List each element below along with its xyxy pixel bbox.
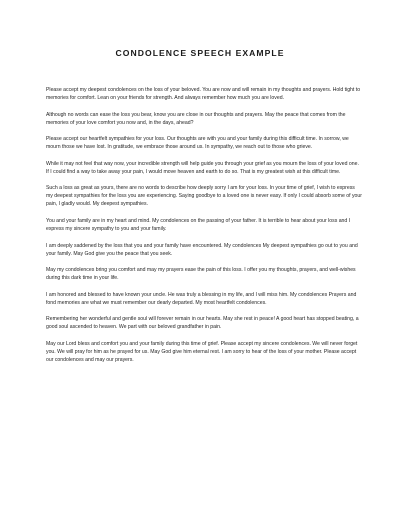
paragraph: May my condolences bring you comfort and may my prayers ease the pain of this loss. I offer you my thoughts, prayers, and well-wishes during this dark time in your life.	[46, 267, 356, 282]
paragraph: I am deeply saddened by the loss that you and your family have encountered. My condolences My deepest sympathies go out to you and your family. May God give you the peace that you seek.	[46, 242, 358, 257]
paragraph: Although no words can ease the loss you bear, know you are close in our thoughts and prayers. May the peace that comes from the memories of your love comfort you now and, in the days, ahead?	[46, 111, 346, 126]
paragraph: Please accept our heartfelt sympathies for your loss. Our thoughts are with you and your family during this difficult time. In sorrow, we mourn those we have lost. In gratitude, we embrace those around us. In sympathy, we reach out to those who grieve.	[46, 136, 349, 151]
paragraph: I am honored and blessed to have known your uncle. He was truly a blessing in my life, and I will miss him. My condolences Prayers and fond memories are what we must remember our dearly departed. My most heartfelt condolences.	[46, 291, 357, 306]
paragraph: While it may not feel that way now, your incredible strength will help guide you through your grief as you mourn the loss of your loved one. If I could find a way to take away your pain, I would move heaven and earth to do so. That is my greatest wish at this difficult time.	[46, 160, 359, 175]
paragraph: You and your family are in my heart and mind. My condolences on the passing of your father. It is terrible to hear about your loss and I express my sincere sympathy to you and your family.	[46, 217, 351, 232]
paragraph: Such a loss as great as yours, there are no words to describe how deeply sorry I am for your loss. In your time of grief, I wish to express my deepest sympathies for the loss you are experiencing. Saying goodbye to a loved one is never easy. If only I could absorb some of your pain, I gladly would. My deepest sympathies.	[46, 185, 362, 208]
paragraph: Remembering her wonderful and gentle soul will forever remain in our hearts. May she rest in peace! A good heart has stopped beating, a good soul ascended to heaven. We part with our beloved grandfather in pain.	[46, 316, 359, 331]
document-title: CONDOLENCE SPEECH EXAMPLE	[115, 48, 285, 58]
paragraph: Please accept my deepest condolences on the loss of your beloved. You are now and will remain in my thoughts and prayers. Hold tight to memories for comfort. Lean on your friends for strength. And always remember how much you are loved.	[46, 87, 361, 101]
paragraph: May our Lord bless and comfort you and your family during this time of grief. Please accept my sincere condolences. We will never forget you. We will pray for him as he prayed for us. May God give him eternal rest. I am sorry to hear of the loss of your mother. Please accept our condolences and may our prayers.	[46, 340, 358, 363]
document-body	[46, 86, 362, 373]
